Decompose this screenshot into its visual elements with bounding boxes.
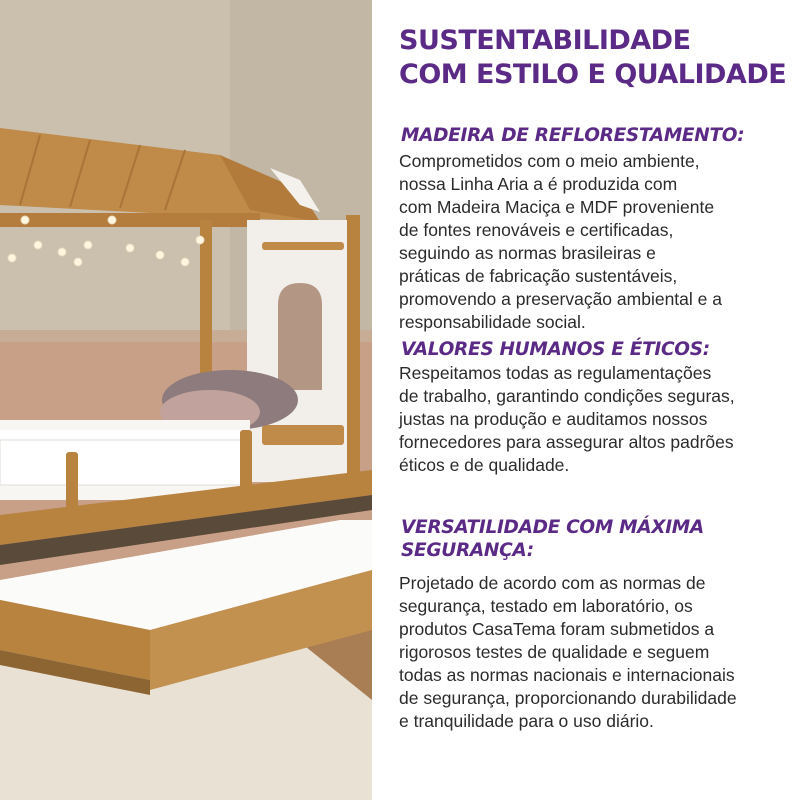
body-line: promovendo a preservação ambiental e a <box>399 289 722 309</box>
text-panel <box>372 0 800 800</box>
section-title-line: SEGURANÇA: <box>401 540 534 561</box>
body-line: Comprometidos com o meio ambiente, <box>399 151 700 171</box>
body-line: de fontes renováveis e certificadas, <box>399 220 674 240</box>
section-title-line: VALORES HUMANOS E ÉTICOS: <box>401 339 710 360</box>
section-title-versatility-safety <box>401 516 704 562</box>
body-line: nossa Linha Aria a é produzida com <box>399 174 678 194</box>
headline-line-2: COM ESTILO E QUALIDADE <box>399 59 787 90</box>
body-line: Respeitamos todas as regulamentações <box>399 363 712 383</box>
body-line: e tranquilidade para o uso diário. <box>399 711 654 731</box>
headline-line-1: SUSTENTABILIDADE <box>399 25 691 56</box>
body-line: todas as normas nacionais e internacionais <box>399 665 735 685</box>
headline <box>399 24 786 92</box>
crossbeam <box>0 213 260 227</box>
section-body-versatility-safety <box>399 572 794 733</box>
body-line: responsabilidade social. <box>399 312 586 332</box>
body-line: éticos e de qualidade. <box>399 455 570 475</box>
body-line: fornecedores para assegurar altos padrões <box>399 432 734 452</box>
section-title-reforestation <box>401 124 744 147</box>
body-line: com Madeira Maciça e MDF proveniente <box>399 197 715 217</box>
house-post <box>346 215 360 500</box>
house-window <box>278 283 322 390</box>
section-body-human-values <box>399 362 794 477</box>
body-line: segurança, testado em laboratório, os <box>399 596 693 616</box>
body-line: Projetado de acordo com as normas de <box>399 573 706 593</box>
body-line: de trabalho, garantindo condições seguras, <box>399 386 735 406</box>
body-line: produtos CasaTema foram submetidos a <box>399 619 715 639</box>
section-title-human-values <box>401 338 710 361</box>
body-line: rigorosos testes de qualidade e seguem <box>399 642 710 662</box>
body-line: práticas de fabricação sustentáveis, <box>399 266 678 286</box>
body-line: de segurança, proporcionando durabilidade <box>399 688 737 708</box>
section-title-line: VERSATILIDADE COM MÁXIMA <box>401 517 704 538</box>
body-line: justas na produção e auditamos nossos <box>399 409 708 429</box>
body-line: seguindo as normas brasileiras e <box>399 243 656 263</box>
section-title-line: MADEIRA DE REFLORESTAMENTO: <box>401 125 745 146</box>
product-photo <box>0 0 372 800</box>
section-body-reforestation <box>399 150 794 334</box>
